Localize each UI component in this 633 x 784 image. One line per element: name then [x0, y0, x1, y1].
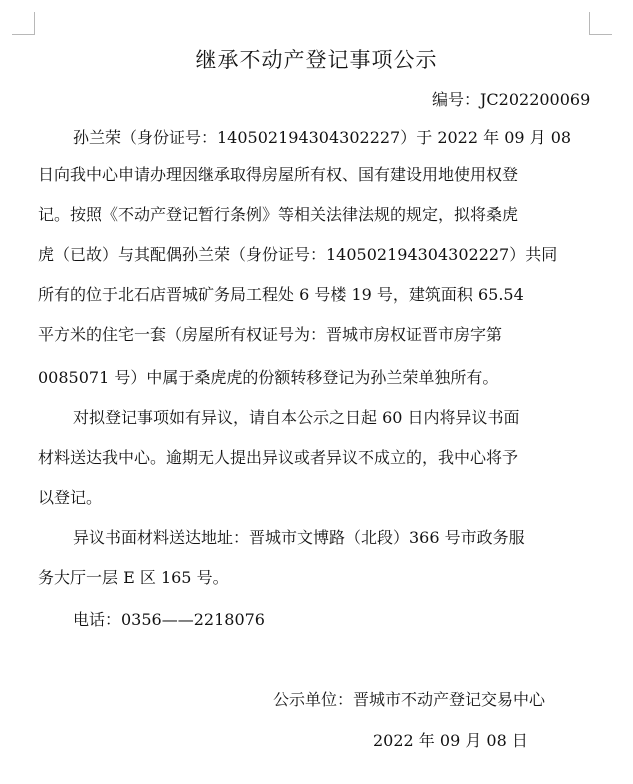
phone-line: 电话：0356——2218076 — [73, 610, 265, 629]
document-title: 继承不动产登记事项公示 — [195, 48, 438, 72]
paragraph1-line: 记。按照《不动产登记暂行条例》等相关法律法规的规定，拟将桑虎 — [38, 205, 519, 224]
paragraph1-line: 孙兰荣（身份证号：140502194304302227）于 2022 年 09 月 08 — [73, 128, 572, 147]
paragraph2-line: 对拟登记事项如有异议，请自本公示之日起 60 日内将异议书面 — [73, 408, 520, 427]
paragraph2-line: 以登记。 — [38, 488, 103, 507]
address-line: 异议书面材料送达地址：晋城市文博路（北段）366 号市政务服 — [73, 528, 525, 547]
publisher-signature: 公示单位：晋城市不动产登记交易中心 — [273, 690, 546, 709]
page-corner-mark-right — [589, 12, 612, 35]
paragraph1-line: 日向我中心申请办理因继承取得房屋所有权、国有建设用地使用权登 — [38, 165, 519, 184]
serial-number: 编号：JC202200069 — [432, 90, 591, 109]
paragraph1-line: 平方米的住宅一套（房屋所有权证号为：晋城市房权证晋市房字第 — [38, 325, 503, 344]
paragraph1-line: 所有的位于北石店晋城矿务局工程处 6 号楼 19 号，建筑面积 65.54 — [38, 285, 524, 304]
paragraph2-line: 材料送达我中心。逾期无人提出异议或者异议不成立的，我中心将予 — [38, 448, 519, 467]
address-line: 务大厅一层 E 区 165 号。 — [38, 568, 229, 587]
paragraph1-line: 虎（已故）与其配偶孙兰荣（身份证号：140502194304302227）共同 — [38, 245, 558, 264]
paragraph1-line: 0085071 号）中属于桑虎虎的份额转移登记为孙兰荣单独所有。 — [38, 368, 499, 387]
page-corner-mark-left — [12, 12, 35, 35]
publish-date: 2022 年 09 月 08 日 — [373, 731, 528, 750]
